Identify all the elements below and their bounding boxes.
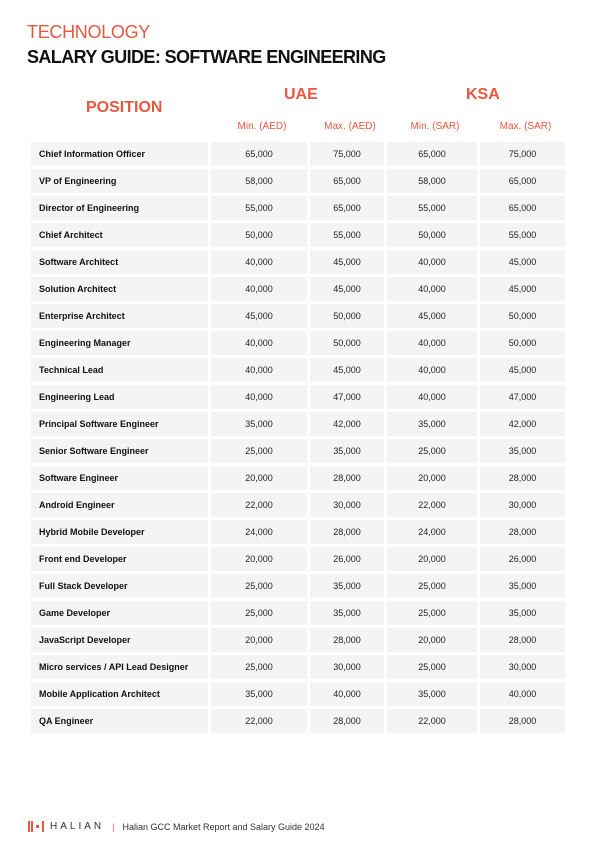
col-max-aed: Max. (AED) <box>324 121 376 132</box>
footer-separator: | <box>112 821 115 832</box>
min-sar-cell: 40,000 <box>387 277 477 301</box>
max-sar-cell: 40,000 <box>480 682 565 706</box>
table-row <box>31 682 565 706</box>
col-max-sar: Max. (SAR) <box>499 121 552 132</box>
max-sar-cell: 35,000 <box>480 601 565 625</box>
min-sar-cell: 35,000 <box>387 682 477 706</box>
table-row <box>31 601 565 625</box>
table-row <box>31 628 565 652</box>
position-cell: Full Stack Developer <box>31 574 208 598</box>
min-aed-cell: 40,000 <box>211 250 307 274</box>
min-sar-cell: 40,000 <box>387 385 477 409</box>
min-aed-cell: 25,000 <box>211 574 307 598</box>
max-aed-cell: 30,000 <box>310 493 384 517</box>
max-aed-cell: 28,000 <box>310 520 384 544</box>
position-header: POSITION <box>86 99 163 116</box>
position-cell: Front end Developer <box>31 547 208 571</box>
position-cell: Engineering Manager <box>31 331 208 355</box>
position-cell: Chief Information Officer <box>31 142 208 166</box>
position-cell: Solution Architect <box>31 277 208 301</box>
max-aed-cell: 35,000 <box>310 439 384 463</box>
table-row <box>31 385 565 409</box>
position-cell: Hybrid Mobile Developer <box>31 520 208 544</box>
min-aed-cell: 22,000 <box>211 493 307 517</box>
min-sar-cell: 45,000 <box>387 304 477 328</box>
min-sar-cell: 35,000 <box>387 412 477 436</box>
max-sar-cell: 50,000 <box>480 304 565 328</box>
position-cell: Micro services / API Lead Designer <box>31 655 208 679</box>
min-sar-cell: 40,000 <box>387 358 477 382</box>
max-aed-cell: 45,000 <box>310 277 384 301</box>
footer-brand: HALIAN <box>50 821 105 832</box>
max-sar-cell: 45,000 <box>480 250 565 274</box>
halian-logo-icon <box>28 821 44 832</box>
position-cell: Game Developer <box>31 601 208 625</box>
min-aed-cell: 40,000 <box>211 331 307 355</box>
min-sar-cell: 24,000 <box>387 520 477 544</box>
min-sar-cell: 25,000 <box>387 574 477 598</box>
footer <box>28 821 325 832</box>
max-sar-cell: 35,000 <box>480 574 565 598</box>
min-aed-cell: 20,000 <box>211 547 307 571</box>
max-sar-cell: 45,000 <box>480 358 565 382</box>
min-aed-cell: 65,000 <box>211 142 307 166</box>
table-row <box>31 142 565 166</box>
position-cell: Mobile Application Architect <box>31 682 208 706</box>
min-aed-cell: 22,000 <box>211 709 307 733</box>
max-sar-cell: 35,000 <box>480 439 565 463</box>
min-aed-cell: 40,000 <box>211 385 307 409</box>
ksa-header: KSA <box>466 86 500 103</box>
max-aed-cell: 28,000 <box>310 709 384 733</box>
max-aed-cell: 45,000 <box>310 358 384 382</box>
min-aed-cell: 20,000 <box>211 466 307 490</box>
min-aed-cell: 24,000 <box>211 520 307 544</box>
position-cell: Enterprise Architect <box>31 304 208 328</box>
category-heading: TECHNOLOGY <box>27 22 151 42</box>
position-cell: Engineering Lead <box>31 385 208 409</box>
min-sar-cell: 25,000 <box>387 439 477 463</box>
table-row <box>31 520 565 544</box>
min-aed-cell: 40,000 <box>211 277 307 301</box>
table-row <box>31 169 565 193</box>
min-aed-cell: 35,000 <box>211 682 307 706</box>
max-aed-cell: 50,000 <box>310 304 384 328</box>
min-aed-cell: 25,000 <box>211 439 307 463</box>
max-aed-cell: 35,000 <box>310 601 384 625</box>
max-aed-cell: 45,000 <box>310 250 384 274</box>
max-aed-cell: 28,000 <box>310 466 384 490</box>
table-row <box>31 574 565 598</box>
min-sar-cell: 58,000 <box>387 169 477 193</box>
page-title: SALARY GUIDE: SOFTWARE ENGINEERING <box>27 47 386 67</box>
min-sar-cell: 25,000 <box>387 655 477 679</box>
position-cell: JavaScript Developer <box>31 628 208 652</box>
col-min-aed: Min. (AED) <box>237 121 287 132</box>
max-sar-cell: 28,000 <box>480 466 565 490</box>
max-aed-cell: 35,000 <box>310 574 384 598</box>
max-sar-cell: 28,000 <box>480 709 565 733</box>
max-sar-cell: 65,000 <box>480 169 565 193</box>
table-row <box>31 466 565 490</box>
min-sar-cell: 20,000 <box>387 547 477 571</box>
position-cell: Software Architect <box>31 250 208 274</box>
min-sar-cell: 55,000 <box>387 196 477 220</box>
position-cell: QA Engineer <box>31 709 208 733</box>
table-row <box>31 709 565 733</box>
max-sar-cell: 28,000 <box>480 520 565 544</box>
min-sar-cell: 20,000 <box>387 628 477 652</box>
footer-text: Halian GCC Market Report and Salary Guide 2024 <box>122 821 325 832</box>
col-min-sar: Min. (SAR) <box>410 121 460 132</box>
min-aed-cell: 25,000 <box>211 601 307 625</box>
max-aed-cell: 75,000 <box>310 142 384 166</box>
max-aed-cell: 30,000 <box>310 655 384 679</box>
min-aed-cell: 45,000 <box>211 304 307 328</box>
max-sar-cell: 45,000 <box>480 277 565 301</box>
min-sar-cell: 25,000 <box>387 601 477 625</box>
table-row <box>31 196 565 220</box>
min-aed-cell: 20,000 <box>211 628 307 652</box>
min-aed-cell: 40,000 <box>211 358 307 382</box>
table-row <box>31 439 565 463</box>
max-aed-cell: 65,000 <box>310 196 384 220</box>
max-sar-cell: 42,000 <box>480 412 565 436</box>
min-sar-cell: 65,000 <box>387 142 477 166</box>
min-sar-cell: 40,000 <box>387 250 477 274</box>
max-sar-cell: 65,000 <box>480 196 565 220</box>
max-aed-cell: 55,000 <box>310 223 384 247</box>
max-sar-cell: 26,000 <box>480 547 565 571</box>
min-aed-cell: 58,000 <box>211 169 307 193</box>
table-row <box>31 655 565 679</box>
min-sar-cell: 40,000 <box>387 331 477 355</box>
position-cell: Software Engineer <box>31 466 208 490</box>
max-sar-cell: 55,000 <box>480 223 565 247</box>
max-sar-cell: 50,000 <box>480 331 565 355</box>
max-aed-cell: 40,000 <box>310 682 384 706</box>
table-row <box>31 358 565 382</box>
position-cell: Director of Engineering <box>31 196 208 220</box>
position-cell: Senior Software Engineer <box>31 439 208 463</box>
max-aed-cell: 47,000 <box>310 385 384 409</box>
table-row <box>31 412 565 436</box>
max-aed-cell: 28,000 <box>310 628 384 652</box>
table-row <box>31 223 565 247</box>
max-aed-cell: 42,000 <box>310 412 384 436</box>
max-sar-cell: 47,000 <box>480 385 565 409</box>
min-aed-cell: 25,000 <box>211 655 307 679</box>
min-sar-cell: 22,000 <box>387 709 477 733</box>
max-sar-cell: 28,000 <box>480 628 565 652</box>
max-sar-cell: 30,000 <box>480 655 565 679</box>
min-sar-cell: 50,000 <box>387 223 477 247</box>
min-sar-cell: 22,000 <box>387 493 477 517</box>
max-aed-cell: 65,000 <box>310 169 384 193</box>
min-aed-cell: 50,000 <box>211 223 307 247</box>
max-aed-cell: 50,000 <box>310 331 384 355</box>
table-row <box>31 277 565 301</box>
table-row <box>31 250 565 274</box>
table-row <box>31 493 565 517</box>
max-aed-cell: 26,000 <box>310 547 384 571</box>
min-sar-cell: 20,000 <box>387 466 477 490</box>
table-row <box>31 547 565 571</box>
position-cell: Android Engineer <box>31 493 208 517</box>
uae-header: UAE <box>284 86 318 103</box>
position-cell: Principal Software Engineer <box>31 412 208 436</box>
min-aed-cell: 55,000 <box>211 196 307 220</box>
table-row <box>31 331 565 355</box>
table-row <box>31 304 565 328</box>
min-aed-cell: 35,000 <box>211 412 307 436</box>
max-sar-cell: 30,000 <box>480 493 565 517</box>
position-cell: Chief Architect <box>31 223 208 247</box>
max-sar-cell: 75,000 <box>480 142 565 166</box>
position-cell: VP of Engineering <box>31 169 208 193</box>
position-cell: Technical Lead <box>31 358 208 382</box>
salary-table <box>28 139 568 736</box>
